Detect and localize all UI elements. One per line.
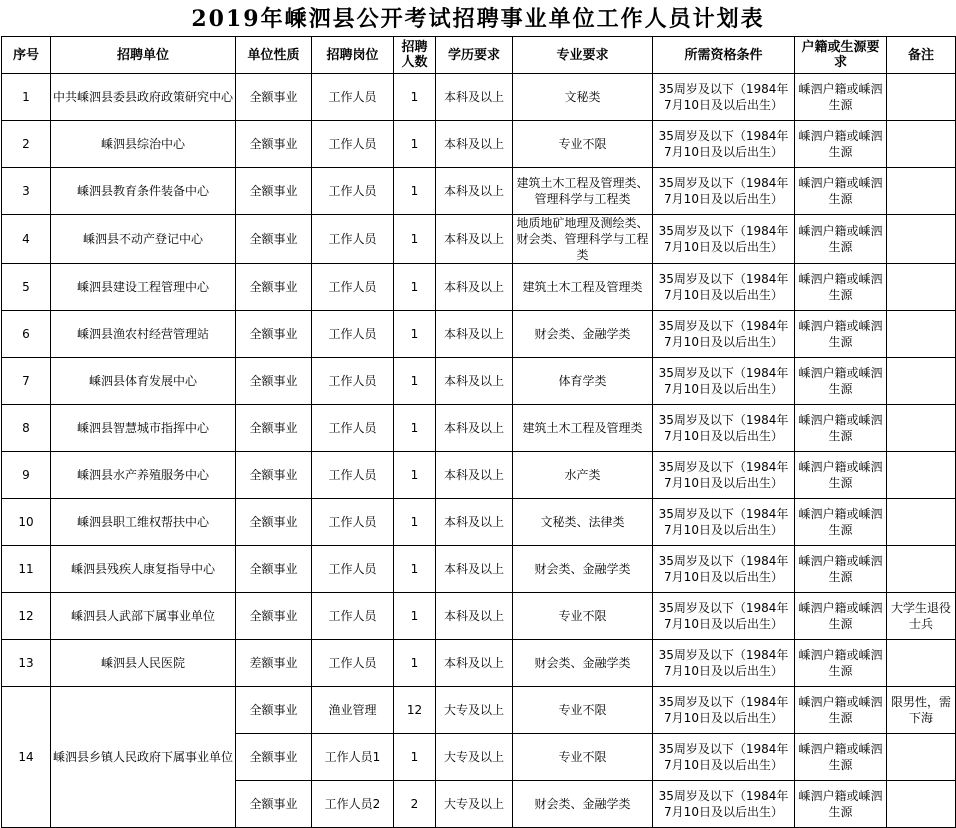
cell-count: 1 <box>394 311 436 358</box>
cell-note <box>887 781 956 828</box>
cell-nature: 差额事业 <box>236 640 312 687</box>
cell-post: 工作人员2 <box>312 781 394 828</box>
cell-unit: 嵊泗县智慧城市指挥中心 <box>51 405 236 452</box>
cell-unit: 嵊泗县教育条件装备中心 <box>51 168 236 215</box>
table-row <box>2 640 956 687</box>
header-edu: 学历要求 <box>436 37 513 74</box>
cell-major: 文秘类 <box>513 74 653 121</box>
cell-post: 工作人员 <box>312 168 394 215</box>
table-row <box>2 264 956 311</box>
cell-unit: 嵊泗县残疾人康复指导中心 <box>51 546 236 593</box>
cell-edu: 大专及以上 <box>436 734 513 781</box>
cell-post: 工作人员 <box>312 264 394 311</box>
cell-edu: 本科及以上 <box>436 168 513 215</box>
cell-hukou: 嵊泗户籍或嵊泗生源 <box>795 640 887 687</box>
cell-major: 专业不限 <box>513 687 653 734</box>
cell-seq: 8 <box>2 405 51 452</box>
header-note: 备注 <box>887 37 956 74</box>
cell-nature: 全额事业 <box>236 687 312 734</box>
table-header-row <box>2 37 956 74</box>
cell-cond: 35周岁及以下（1984年7月10日及以后出生） <box>653 593 795 640</box>
cell-unit: 中共嵊泗县委县政府政策研究中心 <box>51 74 236 121</box>
cell-post: 工作人员1 <box>312 734 394 781</box>
cell-nature: 全额事业 <box>236 734 312 781</box>
cell-edu: 本科及以上 <box>436 311 513 358</box>
cell-cond: 35周岁及以下（1984年7月10日及以后出生） <box>653 499 795 546</box>
cell-major: 专业不限 <box>513 734 653 781</box>
cell-note <box>887 405 956 452</box>
cell-note <box>887 121 956 168</box>
cell-cond: 35周岁及以下（1984年7月10日及以后出生） <box>653 74 795 121</box>
cell-hukou: 嵊泗户籍或嵊泗生源 <box>795 264 887 311</box>
cell-note <box>887 640 956 687</box>
cell-count: 1 <box>394 168 436 215</box>
cell-count: 1 <box>394 734 436 781</box>
header-nature: 单位性质 <box>236 37 312 74</box>
cell-unit: 嵊泗县渔农村经营管理站 <box>51 311 236 358</box>
cell-count: 1 <box>394 405 436 452</box>
cell-seq: 4 <box>2 215 51 264</box>
cell-nature: 全额事业 <box>236 358 312 405</box>
cell-cond: 35周岁及以下（1984年7月10日及以后出生） <box>653 405 795 452</box>
cell-seq: 3 <box>2 168 51 215</box>
header-major: 专业要求 <box>513 37 653 74</box>
cell-nature: 全额事业 <box>236 781 312 828</box>
cell-cond: 35周岁及以下（1984年7月10日及以后出生） <box>653 452 795 499</box>
cell-note <box>887 499 956 546</box>
cell-major: 建筑土木工程及管理类 <box>513 405 653 452</box>
cell-unit: 嵊泗县人民医院 <box>51 640 236 687</box>
table-row <box>2 405 956 452</box>
cell-note <box>887 452 956 499</box>
cell-nature: 全额事业 <box>236 452 312 499</box>
header-cond: 所需资格条件 <box>653 37 795 74</box>
cell-count: 1 <box>394 640 436 687</box>
cell-note <box>887 74 956 121</box>
cell-seq: 5 <box>2 264 51 311</box>
cell-hukou: 嵊泗户籍或嵊泗生源 <box>795 781 887 828</box>
cell-note <box>887 734 956 781</box>
cell-hukou: 嵊泗户籍或嵊泗生源 <box>795 358 887 405</box>
cell-note: 限男性，需下海 <box>887 687 956 734</box>
cell-post: 工作人员 <box>312 358 394 405</box>
cell-note <box>887 168 956 215</box>
cell-seq: 10 <box>2 499 51 546</box>
cell-post: 渔业管理 <box>312 687 394 734</box>
cell-hukou: 嵊泗户籍或嵊泗生源 <box>795 215 887 264</box>
cell-hukou: 嵊泗户籍或嵊泗生源 <box>795 546 887 593</box>
cell-post: 工作人员 <box>312 640 394 687</box>
cell-nature: 全额事业 <box>236 168 312 215</box>
cell-major: 专业不限 <box>513 593 653 640</box>
cell-nature: 全额事业 <box>236 405 312 452</box>
cell-count: 1 <box>394 452 436 499</box>
cell-post: 工作人员 <box>312 452 394 499</box>
cell-count: 1 <box>394 499 436 546</box>
cell-nature: 全额事业 <box>236 311 312 358</box>
cell-major: 地质地矿地理及测绘类、财会类、管理科学与工程类 <box>513 215 653 264</box>
cell-seq: 11 <box>2 546 51 593</box>
cell-edu: 本科及以上 <box>436 452 513 499</box>
cell-seq: 12 <box>2 593 51 640</box>
cell-unit: 嵊泗县人武部下属事业单位 <box>51 593 236 640</box>
cell-seq: 6 <box>2 311 51 358</box>
table-row <box>2 215 956 264</box>
cell-cond: 35周岁及以下（1984年7月10日及以后出生） <box>653 640 795 687</box>
cell-count: 1 <box>394 74 436 121</box>
cell-count: 1 <box>394 121 436 168</box>
cell-major: 财会类、金融学类 <box>513 311 653 358</box>
table-row <box>2 121 956 168</box>
cell-major: 财会类、金融学类 <box>513 640 653 687</box>
cell-hukou: 嵊泗户籍或嵊泗生源 <box>795 734 887 781</box>
cell-edu: 本科及以上 <box>436 546 513 593</box>
header-seq: 序号 <box>2 37 51 74</box>
cell-nature: 全额事业 <box>236 264 312 311</box>
cell-seq: 9 <box>2 452 51 499</box>
table-row <box>2 499 956 546</box>
recruitment-plan-table <box>1 36 956 828</box>
cell-post: 工作人员 <box>312 311 394 358</box>
cell-note <box>887 358 956 405</box>
table-row <box>2 546 956 593</box>
cell-nature: 全额事业 <box>236 546 312 593</box>
cell-count: 1 <box>394 593 436 640</box>
cell-edu: 本科及以上 <box>436 358 513 405</box>
cell-cond: 35周岁及以下（1984年7月10日及以后出生） <box>653 264 795 311</box>
cell-edu: 本科及以上 <box>436 215 513 264</box>
cell-major: 建筑土木工程及管理类、管理科学与工程类 <box>513 168 653 215</box>
cell-cond: 35周岁及以下（1984年7月10日及以后出生） <box>653 546 795 593</box>
cell-edu: 大专及以上 <box>436 781 513 828</box>
cell-seq: 13 <box>2 640 51 687</box>
cell-seq: 1 <box>2 74 51 121</box>
cell-cond: 35周岁及以下（1984年7月10日及以后出生） <box>653 781 795 828</box>
cell-note: 大学生退役士兵 <box>887 593 956 640</box>
header-count: 招聘人数 <box>394 37 436 74</box>
table-row <box>2 74 956 121</box>
cell-seq: 7 <box>2 358 51 405</box>
cell-edu: 本科及以上 <box>436 121 513 168</box>
cell-post: 工作人员 <box>312 121 394 168</box>
cell-note <box>887 311 956 358</box>
cell-nature: 全额事业 <box>236 121 312 168</box>
cell-post: 工作人员 <box>312 546 394 593</box>
cell-hukou: 嵊泗户籍或嵊泗生源 <box>795 499 887 546</box>
cell-hukou: 嵊泗户籍或嵊泗生源 <box>795 121 887 168</box>
table-row <box>2 687 956 734</box>
cell-major: 财会类、金融学类 <box>513 781 653 828</box>
cell-edu: 本科及以上 <box>436 405 513 452</box>
cell-post: 工作人员 <box>312 215 394 264</box>
cell-edu: 本科及以上 <box>436 499 513 546</box>
cell-seq: 2 <box>2 121 51 168</box>
cell-post: 工作人员 <box>312 405 394 452</box>
table-row <box>2 168 956 215</box>
cell-hukou: 嵊泗户籍或嵊泗生源 <box>795 168 887 215</box>
cell-unit: 嵊泗县乡镇人民政府下属事业单位 <box>51 687 236 828</box>
cell-post: 工作人员 <box>312 499 394 546</box>
cell-nature: 全额事业 <box>236 74 312 121</box>
table-row <box>2 358 956 405</box>
cell-count: 1 <box>394 264 436 311</box>
table-row <box>2 452 956 499</box>
cell-note <box>887 215 956 264</box>
cell-hukou: 嵊泗户籍或嵊泗生源 <box>795 687 887 734</box>
cell-hukou: 嵊泗户籍或嵊泗生源 <box>795 593 887 640</box>
cell-cond: 35周岁及以下（1984年7月10日及以后出生） <box>653 734 795 781</box>
cell-nature: 全额事业 <box>236 499 312 546</box>
cell-nature: 全额事业 <box>236 215 312 264</box>
cell-hukou: 嵊泗户籍或嵊泗生源 <box>795 452 887 499</box>
cell-edu: 本科及以上 <box>436 593 513 640</box>
cell-edu: 大专及以上 <box>436 687 513 734</box>
cell-count: 12 <box>394 687 436 734</box>
cell-cond: 35周岁及以下（1984年7月10日及以后出生） <box>653 215 795 264</box>
cell-unit: 嵊泗县建设工程管理中心 <box>51 264 236 311</box>
cell-hukou: 嵊泗户籍或嵊泗生源 <box>795 74 887 121</box>
header-post: 招聘岗位 <box>312 37 394 74</box>
cell-major: 文秘类、法律类 <box>513 499 653 546</box>
cell-unit: 嵊泗县综治中心 <box>51 121 236 168</box>
cell-nature: 全额事业 <box>236 593 312 640</box>
cell-cond: 35周岁及以下（1984年7月10日及以后出生） <box>653 168 795 215</box>
cell-hukou: 嵊泗户籍或嵊泗生源 <box>795 311 887 358</box>
document-title: 2019年嵊泗县公开考试招聘事业单位工作人员计划表 <box>191 6 765 32</box>
cell-edu: 本科及以上 <box>436 264 513 311</box>
cell-edu: 本科及以上 <box>436 74 513 121</box>
cell-edu: 本科及以上 <box>436 640 513 687</box>
cell-unit: 嵊泗县体育发展中心 <box>51 358 236 405</box>
cell-major: 财会类、金融学类 <box>513 546 653 593</box>
cell-count: 1 <box>394 546 436 593</box>
cell-major: 水产类 <box>513 452 653 499</box>
cell-post: 工作人员 <box>312 593 394 640</box>
cell-post: 工作人员 <box>312 74 394 121</box>
cell-count: 1 <box>394 215 436 264</box>
cell-major: 专业不限 <box>513 121 653 168</box>
cell-unit: 嵊泗县不动产登记中心 <box>51 215 236 264</box>
cell-note <box>887 264 956 311</box>
table-row <box>2 311 956 358</box>
cell-count: 2 <box>394 781 436 828</box>
header-hukou: 户籍或生源要求 <box>795 37 887 74</box>
cell-hukou: 嵊泗户籍或嵊泗生源 <box>795 405 887 452</box>
cell-cond: 35周岁及以下（1984年7月10日及以后出生） <box>653 687 795 734</box>
cell-seq: 14 <box>2 687 51 828</box>
header-unit: 招聘单位 <box>51 37 236 74</box>
cell-major: 建筑土木工程及管理类 <box>513 264 653 311</box>
cell-major: 体育学类 <box>513 358 653 405</box>
cell-unit: 嵊泗县职工维权帮扶中心 <box>51 499 236 546</box>
cell-cond: 35周岁及以下（1984年7月10日及以后出生） <box>653 358 795 405</box>
cell-cond: 35周岁及以下（1984年7月10日及以后出生） <box>653 311 795 358</box>
cell-cond: 35周岁及以下（1984年7月10日及以后出生） <box>653 121 795 168</box>
cell-unit: 嵊泗县水产养殖服务中心 <box>51 452 236 499</box>
table-row <box>2 593 956 640</box>
cell-count: 1 <box>394 358 436 405</box>
cell-note <box>887 546 956 593</box>
table-body <box>2 74 956 828</box>
